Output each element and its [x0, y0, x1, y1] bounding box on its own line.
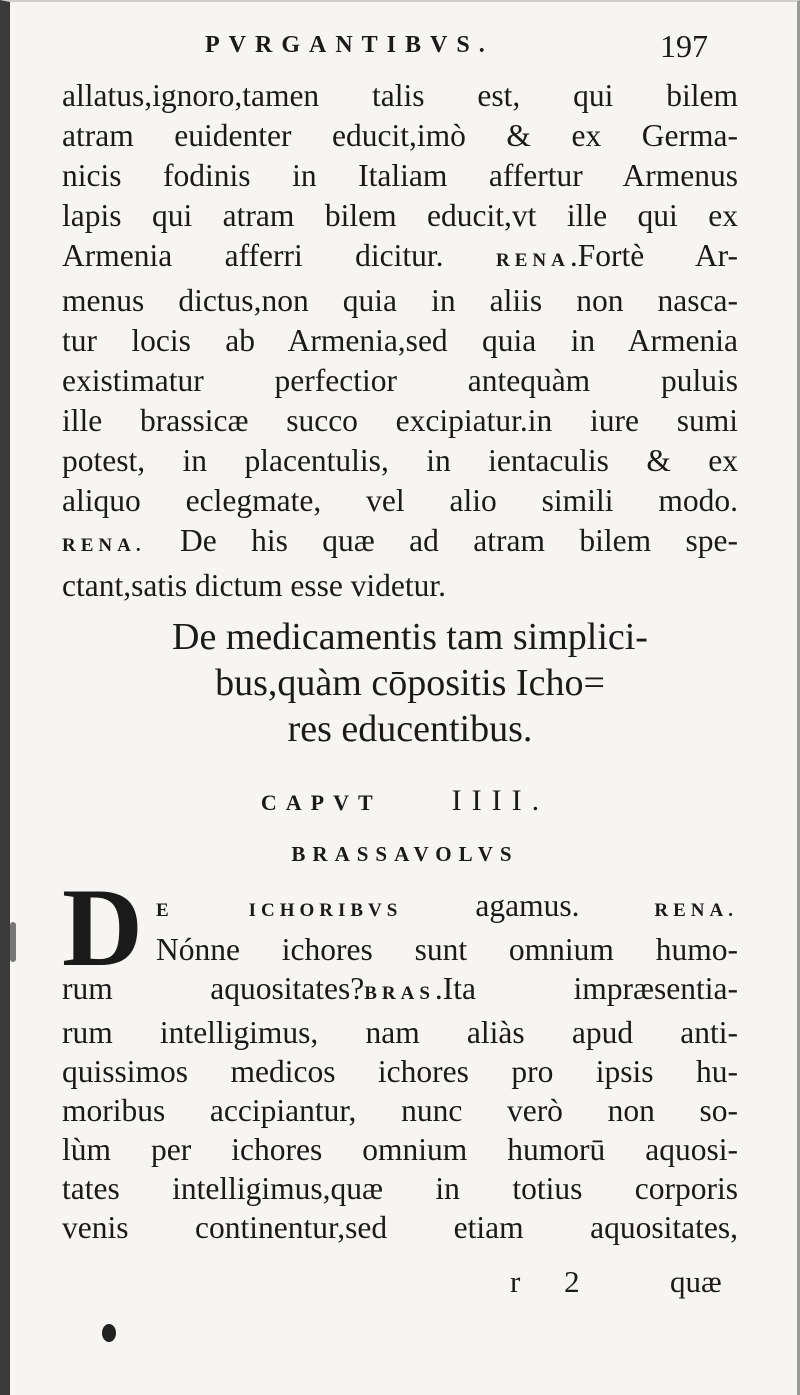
text-line: tur locis ab Armenia,sed quia in Armenia — [62, 323, 738, 358]
drop-capital: D — [62, 866, 143, 990]
speaker-rena: RENA. — [579, 900, 738, 921]
text-line — [62, 886, 738, 930]
text-line — [62, 521, 738, 566]
page-header — [10, 28, 800, 68]
text-line: menus dictus,non quia in aliis non nasca- — [62, 283, 738, 318]
chapter-word: CAPVT — [260, 790, 382, 815]
speaker-rena: RENA. — [62, 535, 146, 556]
text-line: rum intelligimus, nam aliàs apud anti- — [62, 1015, 738, 1050]
text-line — [62, 969, 738, 1013]
signature-mark: r 2 — [510, 1264, 598, 1299]
chapter-label — [10, 784, 800, 818]
text-fragment: De his quæ ad atram bilem spe- — [145, 523, 738, 558]
catchword: quæ — [670, 1264, 722, 1299]
text-line: ille brassicæ succo excipiatur.in iure sumi — [62, 403, 738, 438]
running-head: PVRGANTIBVS. — [205, 32, 494, 58]
margin-smudge — [10, 922, 16, 962]
text-fragment: rum aquositates? — [62, 971, 365, 1006]
text-line: ctant,satis dictum esse videtur. — [62, 568, 447, 603]
text-line — [62, 236, 738, 281]
text-line: aliquo eclegmate, vel alio simili modo. — [62, 483, 738, 518]
text-line: Nónne ichores sunt omnium humo- — [156, 932, 738, 967]
text-fragment: Armenia afferri dicitur. — [62, 238, 444, 273]
speaker-rena: RENA — [495, 250, 570, 271]
text-line: potest, in placentulis, in ientaculis & ex — [62, 443, 738, 478]
main-text-block — [62, 76, 738, 606]
text-line: tates intelligimus,quæ in totius corporis — [62, 1171, 738, 1206]
text-line: existimatur perfectior antequàm puluis — [62, 363, 738, 398]
chapter-title-line: res educentibus. — [287, 708, 533, 750]
chapter-title-line: De medicamentis tam simplici- — [172, 616, 648, 658]
speaker-heading: BRASSAVOLVS — [291, 842, 519, 866]
ink-blot — [102, 1324, 116, 1342]
text-line: atram euidenter educit,imò & ex Germa- — [62, 118, 738, 153]
chapter-number: IIII. — [451, 784, 550, 817]
text-line: venis continentur,sed etiam aquositates, — [62, 1210, 738, 1245]
text-fragment: .Ita impræsentia- — [434, 971, 738, 1006]
text-line: quissimos medicos ichores pro ipsis hu- — [62, 1054, 738, 1089]
text-line: moribus accipiantur, nunc verò non so- — [62, 1093, 738, 1128]
text-line: lapis qui atram bilem educit,vt ille qui ex — [62, 198, 738, 233]
small-caps-text: E ICHORIBVS — [156, 900, 403, 921]
text-line: nicis fodinis in Italiam affertur Armenus — [62, 158, 738, 193]
page-footer — [10, 1264, 800, 1304]
text-fragment: .Fortè Ar- — [569, 238, 738, 273]
page-number: 197 — [660, 28, 708, 64]
chapter-title-line: bus,quàm cōpositis Icho= — [215, 662, 605, 704]
chapter-text-block — [62, 866, 738, 1247]
text-line: lùm per ichores omnium humorū aquosi- — [62, 1132, 738, 1167]
text-fragment: agamus. — [402, 888, 580, 923]
chapter-title — [90, 614, 730, 752]
speaker-bras: BRAS — [364, 983, 435, 1004]
text-line: allatus,ignoro,tamen talis est, qui bilem — [62, 78, 738, 113]
